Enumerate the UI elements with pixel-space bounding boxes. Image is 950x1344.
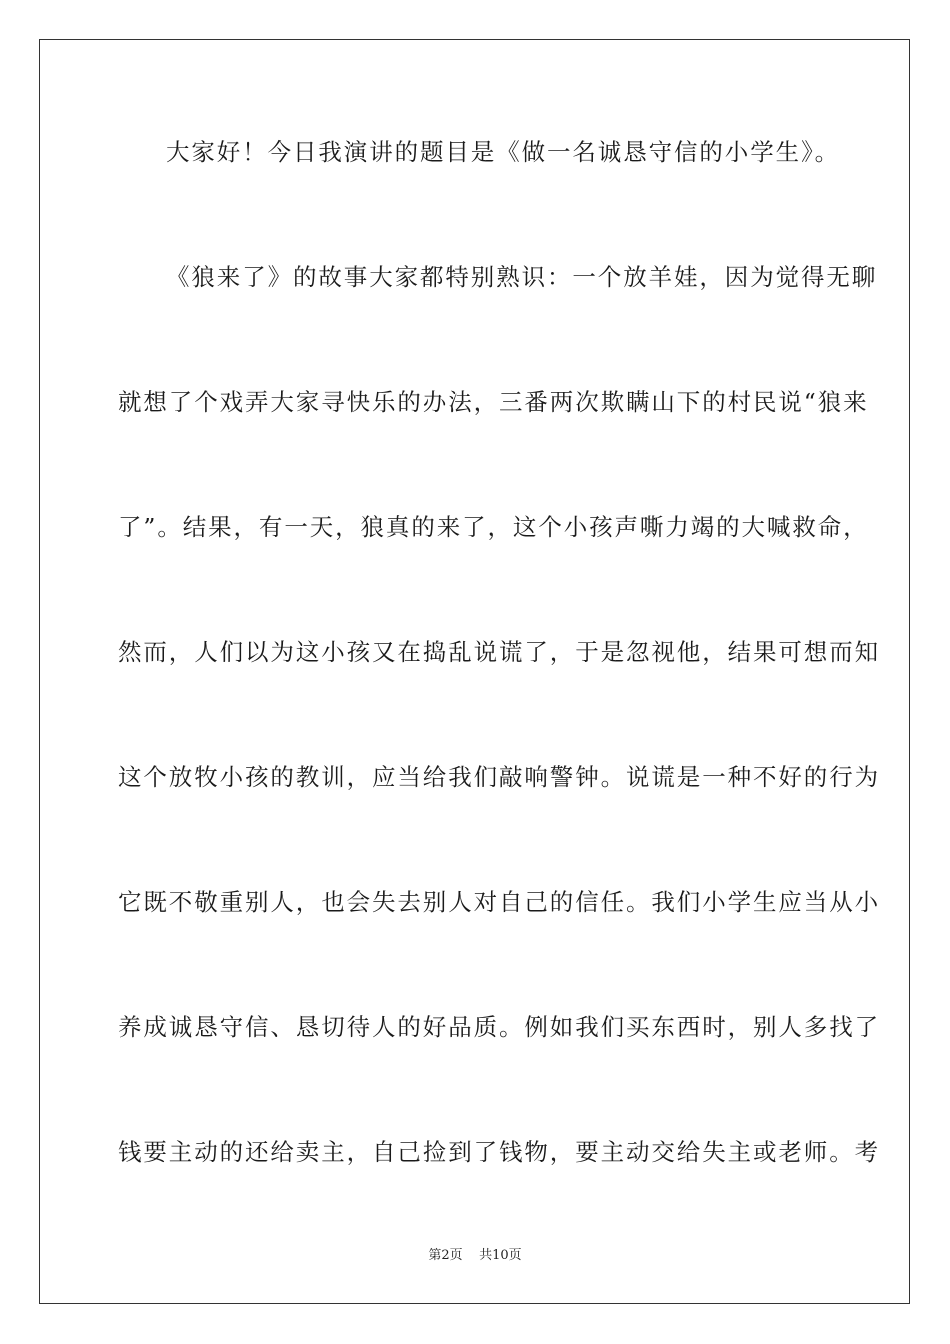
paragraph-line-5: 然而，人们以为这小孩又在捣乱说谎了，于是忽视他，结果可想而知: [118, 638, 880, 666]
footer-spacer: [463, 1248, 480, 1263]
page-border: [39, 39, 910, 1304]
paragraph-line-1: 大家好！今日我演讲的题目是《做一名诚恳守信的小学生》。: [166, 138, 841, 166]
page-number-current: 第2页: [428, 1248, 463, 1263]
page-footer: [0, 1247, 950, 1265]
paragraph-line-6: 这个放牧小孩的教训，应当给我们敲响警钟。说谎是一种不好的行为: [118, 763, 880, 791]
paragraph-line-9: 钱要主动的还给卖主，自己捡到了钱物，要主动交给失主或老师。考: [118, 1138, 880, 1166]
paragraph-line-2: 《狼来了》的故事大家都特别熟识：一个放羊娃，因为觉得无聊: [166, 263, 878, 291]
paragraph-line-8: 养成诚恳守信、恳切待人的好品质。例如我们买东西时，别人多找了: [118, 1013, 880, 1041]
paragraph-line-4: 了”。结果，有一天，狼真的来了，这个小孩声嘶力竭的大喊救命，: [118, 513, 869, 541]
paragraph-line-7: 它既不敬重别人，也会失去别人对自己的信任。我们小学生应当从小: [118, 888, 880, 916]
page-number-total: 共10页: [479, 1248, 522, 1263]
paragraph-line-3: 就想了个戏弄大家寻快乐的办法，三番两次欺瞒山下的村民说“狼来: [118, 388, 869, 416]
